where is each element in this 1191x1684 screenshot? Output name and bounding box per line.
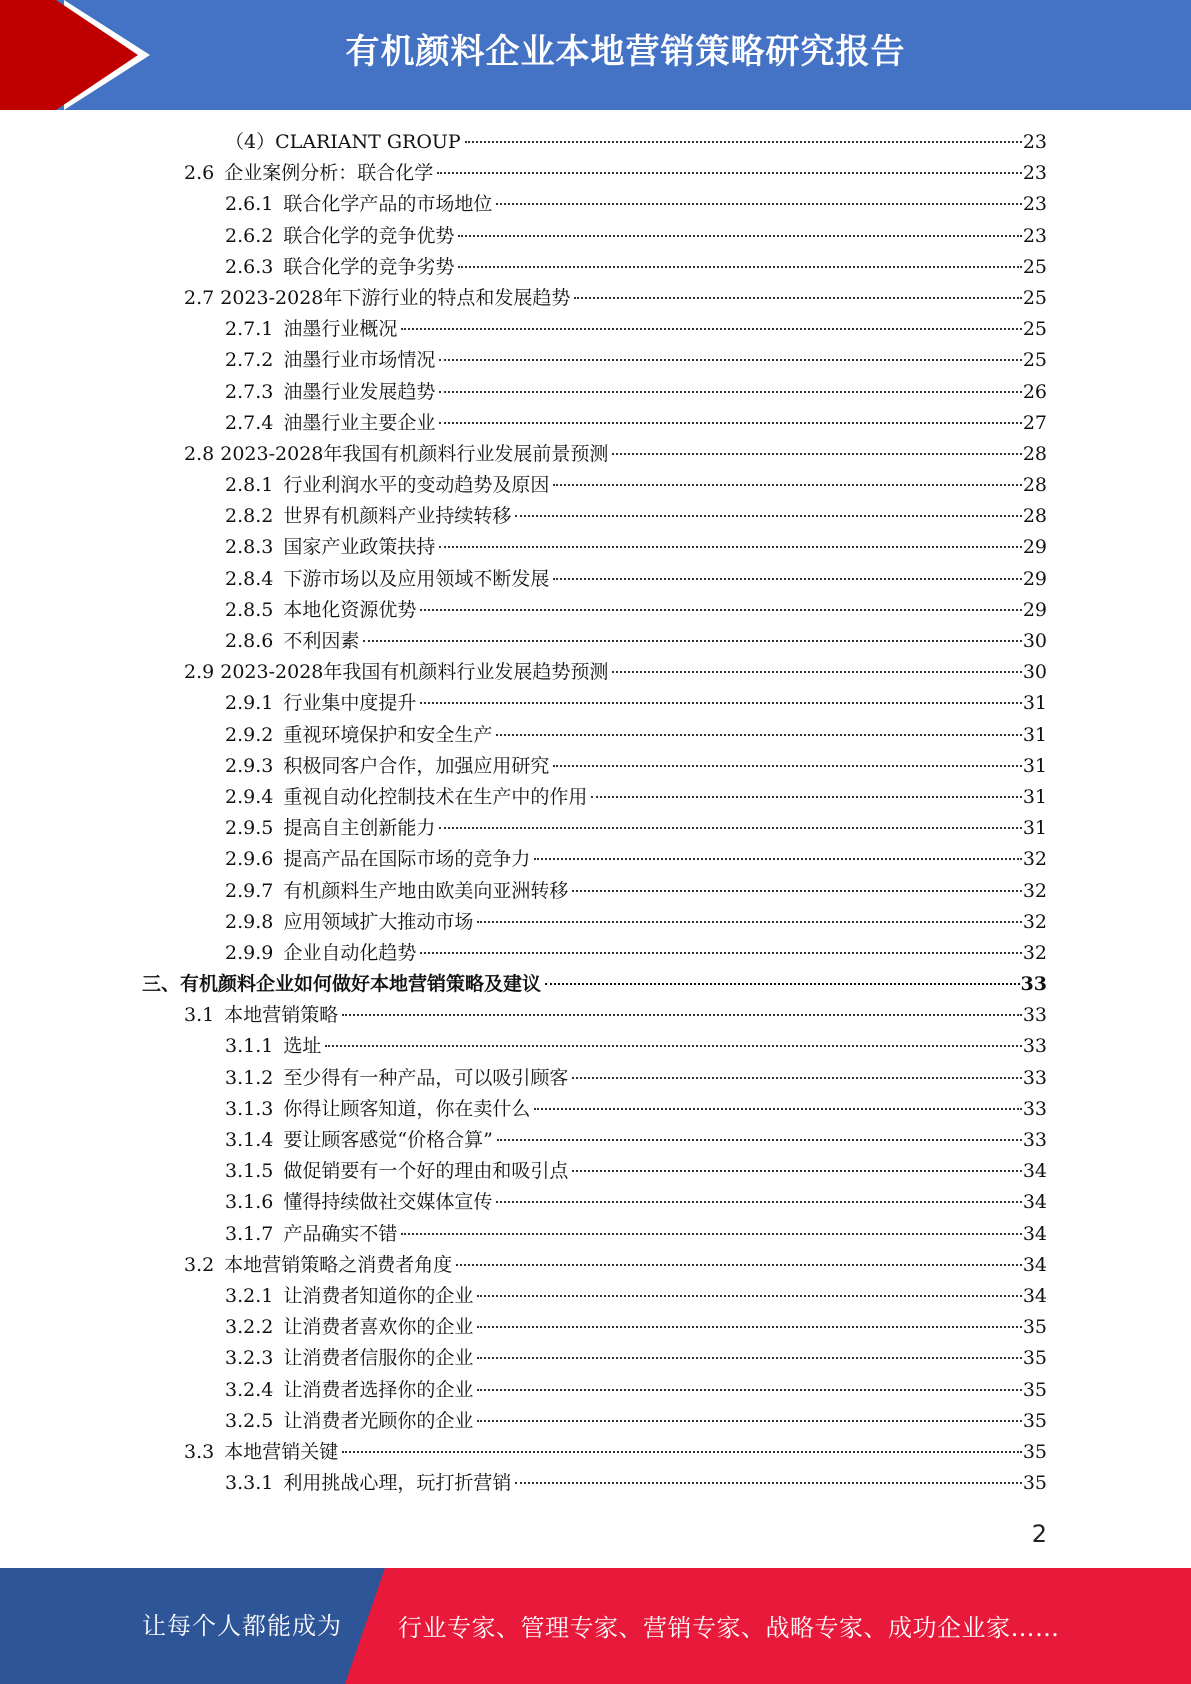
toc-entry-number: 3.3 xyxy=(184,1440,215,1463)
toc-entry-page: 35 xyxy=(1022,1472,1047,1495)
toc-entry-number: 3.1 xyxy=(184,1004,215,1027)
toc-dot-leader xyxy=(553,484,1021,486)
toc-entry-number: 2.7.4 xyxy=(225,411,274,434)
toc-entry-title: 要让顾客感觉“价格合算” xyxy=(283,1129,493,1151)
toc-dot-leader xyxy=(325,1045,1021,1047)
toc-entry-title: 世界有机颜料产业持续转移 xyxy=(283,505,512,528)
toc-entry-page: 33 xyxy=(1022,1097,1047,1120)
page-number: 2 xyxy=(1031,1520,1047,1548)
toc-dot-leader xyxy=(612,671,1021,673)
toc-dot-leader xyxy=(439,422,1021,424)
toc-dot-leader xyxy=(612,453,1021,455)
toc-entry[interactable] xyxy=(0,439,1191,470)
toc-entry[interactable] xyxy=(0,564,1191,595)
toc-dot-leader xyxy=(553,765,1021,767)
toc-entry-page: 31 xyxy=(1022,754,1047,777)
toc-entry-title: 联合化学产品的市场地位 xyxy=(283,193,493,216)
toc-entry[interactable] xyxy=(0,688,1191,719)
toc-entry-page: 35 xyxy=(1022,1440,1047,1463)
toc-entry-title: 利用挑战心理，玩打折营销 xyxy=(283,1472,512,1495)
toc-entry-title: 本地营销策略 xyxy=(224,1004,339,1027)
toc-entry-title: 至少得有一种产品，可以吸引顾客 xyxy=(283,1066,569,1089)
toc-entry-title: 联合化学的竞争劣势 xyxy=(283,255,455,278)
toc-entry-page: 31 xyxy=(1022,692,1047,715)
toc-entry-number: 3.2 xyxy=(184,1253,215,1276)
toc-entry-title: 年我国有机颜料行业发展趋势预测 xyxy=(323,661,609,684)
toc-dot-leader xyxy=(401,328,1021,330)
toc-entry[interactable] xyxy=(0,782,1191,813)
toc-entry-page: 23 xyxy=(1022,224,1047,247)
toc-entry-number: 3.1.5 xyxy=(225,1160,274,1183)
toc-entry-number: 2.8.6 xyxy=(225,630,274,652)
toc-dot-leader xyxy=(420,952,1021,954)
footer-slogan-left: 让每个人都能成为 xyxy=(142,1612,342,1640)
toc-dot-leader xyxy=(477,1389,1021,1391)
toc-dot-leader xyxy=(465,141,1022,143)
toc-entry-page: 25 xyxy=(1022,318,1047,341)
toc-entry-number: 3.2.5 xyxy=(225,1409,274,1432)
toc-dot-leader xyxy=(342,1451,1022,1453)
toc-dot-leader xyxy=(477,1420,1021,1422)
toc-entry[interactable] xyxy=(0,1000,1191,1031)
toc-entry-number: 2.9.6 xyxy=(225,848,274,871)
toc-entry-page: 28 xyxy=(1022,505,1047,528)
toc-entry-page: 26 xyxy=(1022,380,1047,403)
toc-entry-number: 2.6 xyxy=(184,162,215,185)
toc-entry-title: 行业利润水平的变动趋势及原因 xyxy=(283,474,550,497)
toc-entry-title: 提高产品在国际市场的竞争力 xyxy=(283,848,531,871)
toc-dot-leader xyxy=(439,391,1021,393)
toc-entry-title: 让消费者光顾你的企业 xyxy=(283,1409,474,1432)
toc-dot-leader xyxy=(553,578,1021,580)
toc-entry-title: 有机颜料企业如何做好本地营销策略及建议 xyxy=(180,973,542,996)
toc-entry-title: 提高自主创新能力 xyxy=(283,817,436,840)
toc-entry-number: 2.8.2 xyxy=(225,505,274,528)
toc-entry-page: 33 xyxy=(1022,1129,1047,1151)
toc-entry-title: 油墨行业主要企业 xyxy=(283,411,436,434)
toc-entry-page: 23 xyxy=(1022,162,1047,185)
toc-entry-title: 本地化资源优势 xyxy=(283,598,417,621)
toc-entry[interactable] xyxy=(0,844,1191,875)
toc-entry-page: 29 xyxy=(1022,567,1047,590)
toc-entry-number: 2.8 2023-2028 xyxy=(184,442,324,465)
toc-dot-leader xyxy=(458,235,1021,237)
toc-entry[interactable] xyxy=(0,1312,1191,1343)
toc-entry-title: 年下游行业的特点和发展趋势 xyxy=(323,286,571,309)
chevron-decoration-red xyxy=(56,0,138,110)
toc-entry-title: 做促销要有一个好的理由和吸引点 xyxy=(283,1160,569,1183)
toc-entry-number: 2.9.7 xyxy=(225,879,274,902)
toc-entry-title: 选址 xyxy=(283,1035,322,1058)
toc-entry-number: 3.1.3 xyxy=(225,1097,274,1120)
toc-dot-leader xyxy=(420,609,1021,611)
toc-entry-number: 3.2.2 xyxy=(225,1316,274,1339)
toc-entry-number: 3.3.1 xyxy=(225,1472,274,1495)
toc-dot-leader xyxy=(439,546,1021,548)
toc-entry[interactable] xyxy=(0,1156,1191,1187)
toc-entry[interactable] xyxy=(0,345,1191,376)
toc-entry-number: 三、 xyxy=(142,973,181,996)
toc-entry-number: 2.7 2023-2028 xyxy=(184,286,324,309)
toc-entry-title: 联合化学的竞争优势 xyxy=(283,224,455,247)
toc-entry[interactable] xyxy=(0,1094,1191,1125)
toc-entry[interactable] xyxy=(0,1031,1191,1062)
toc-entry-title: 让消费者选择你的企业 xyxy=(283,1378,474,1401)
toc-entry[interactable] xyxy=(0,938,1191,969)
toc-entry[interactable] xyxy=(0,1219,1191,1250)
toc-entry-number: 2.9.5 xyxy=(225,817,274,840)
toc-entry-number: （4） xyxy=(225,131,276,153)
toc-entry-page: 28 xyxy=(1022,442,1047,465)
toc-entry-title: CLARIANT GROUP xyxy=(275,131,461,153)
toc-dot-leader xyxy=(515,515,1021,517)
toc-dot-leader xyxy=(437,172,1022,174)
toc-entry-title: 年我国有机颜料行业发展前景预测 xyxy=(323,442,609,465)
toc-entry[interactable] xyxy=(0,657,1191,688)
toc-entry-title: 下游市场以及应用领域不断发展 xyxy=(283,567,550,590)
toc-entry-title: 应用领域扩大推动市场 xyxy=(283,910,474,933)
toc-dot-leader xyxy=(496,203,1021,205)
toc-dot-leader xyxy=(477,921,1021,923)
toc-entry-page: 33 xyxy=(1022,1035,1047,1058)
toc-entry-page: 34 xyxy=(1022,1253,1047,1276)
toc-entry-number: 2.9.1 xyxy=(225,692,274,715)
toc-entry-number: 2.8.3 xyxy=(225,536,274,559)
toc-entry[interactable] xyxy=(0,377,1191,408)
toc-dot-leader xyxy=(477,1357,1021,1359)
toc-entry-number: 2.7.2 xyxy=(225,349,274,372)
toc-entry-title: 你得让顾客知道，你在卖什么 xyxy=(283,1097,531,1120)
toc-entry-page: 25 xyxy=(1022,349,1047,372)
toc-entry-number: 2.6.2 xyxy=(225,224,274,247)
toc-entry[interactable] xyxy=(0,189,1191,220)
toc-dot-leader xyxy=(477,1295,1021,1297)
table-of-contents xyxy=(0,127,1191,1499)
toc-entry-number: 2.7.1 xyxy=(225,318,274,341)
toc-entry[interactable] xyxy=(0,1125,1191,1156)
toc-entry-number: 2.6.3 xyxy=(225,255,274,278)
toc-entry-number: 3.1.7 xyxy=(225,1222,274,1245)
toc-entry-page: 25 xyxy=(1022,286,1047,309)
toc-entry-number: 3.2.1 xyxy=(225,1284,274,1307)
toc-entry-number: 2.8.5 xyxy=(225,598,274,621)
toc-entry-page: 33 xyxy=(1022,1066,1047,1089)
toc-entry[interactable] xyxy=(0,408,1191,439)
red-block-decoration xyxy=(0,0,56,110)
toc-entry-page: 31 xyxy=(1022,723,1047,746)
toc-entry[interactable] xyxy=(0,1406,1191,1437)
toc-entry-page: 29 xyxy=(1022,536,1047,559)
toc-entry[interactable] xyxy=(0,813,1191,844)
toc-entry-page: 23 xyxy=(1022,131,1047,153)
toc-dot-leader xyxy=(496,1201,1021,1203)
toc-entry[interactable] xyxy=(0,1250,1191,1281)
toc-entry-page: 23 xyxy=(1022,193,1047,216)
toc-entry-page: 30 xyxy=(1022,661,1047,684)
footer-slogan-right: 行业专家、管理专家、营销专家、战略专家、成功企业家…… xyxy=(398,1614,1060,1642)
toc-entry[interactable] xyxy=(0,127,1191,158)
toc-entry[interactable] xyxy=(0,1187,1191,1218)
toc-entry[interactable] xyxy=(0,532,1191,563)
toc-entry[interactable] xyxy=(0,314,1191,345)
toc-entry-title: 积极同客户合作，加强应用研究 xyxy=(283,754,550,777)
toc-entry-title: 国家产业政策扶持 xyxy=(283,536,436,559)
page-title: 有机颜料企业本地营销策略研究报告 xyxy=(345,32,906,72)
toc-entry-title: 产品确实不错 xyxy=(283,1222,398,1245)
toc-entry-title: 行业集中度提升 xyxy=(283,692,417,715)
toc-dot-leader xyxy=(572,1077,1021,1079)
toc-entry[interactable] xyxy=(0,969,1191,1000)
toc-entry-number: 2.9.4 xyxy=(225,785,274,808)
toc-entry-title: 不利因素 xyxy=(283,630,360,652)
toc-dot-leader xyxy=(456,1264,1022,1266)
toc-entry-title: 让消费者知道你的企业 xyxy=(283,1284,474,1307)
toc-entry-title: 本地营销关键 xyxy=(224,1440,339,1463)
toc-entry-page: 34 xyxy=(1022,1222,1047,1245)
toc-entry-number: 3.1.1 xyxy=(225,1035,274,1058)
toc-entry[interactable] xyxy=(0,1437,1191,1468)
toc-entry-title: 本地营销策略之消费者角度 xyxy=(224,1253,453,1276)
toc-entry-title: 重视环境保护和安全生产 xyxy=(283,723,493,746)
toc-dot-leader xyxy=(534,858,1021,860)
header-banner xyxy=(0,0,1191,110)
toc-entry-page: 31 xyxy=(1022,817,1047,840)
toc-entry-page: 34 xyxy=(1022,1191,1047,1214)
toc-entry-page: 32 xyxy=(1022,848,1047,871)
toc-dot-leader xyxy=(342,1014,1022,1016)
toc-entry-page: 33 xyxy=(1022,1004,1047,1027)
toc-entry-title: 企业案例分析：联合化学 xyxy=(224,162,434,185)
toc-entry-title: 油墨行业市场情况 xyxy=(283,349,436,372)
toc-entry[interactable] xyxy=(0,1343,1191,1374)
toc-entry-number: 2.9.2 xyxy=(225,723,274,746)
toc-entry-page: 33 xyxy=(1020,973,1047,996)
toc-dot-leader xyxy=(574,297,1021,299)
toc-entry-number: 2.9.3 xyxy=(225,754,274,777)
toc-entry-number: 2.8.4 xyxy=(225,567,274,590)
toc-entry-number: 3.1.6 xyxy=(225,1191,274,1214)
toc-dot-leader xyxy=(591,796,1021,798)
toc-entry-title: 让消费者信服你的企业 xyxy=(283,1347,474,1370)
toc-entry-title: 有机颜料生产地由欧美向亚洲转移 xyxy=(283,879,569,902)
toc-entry[interactable] xyxy=(0,1375,1191,1406)
toc-entry-page: 28 xyxy=(1022,474,1047,497)
toc-dot-leader xyxy=(496,734,1021,736)
toc-entry-number: 2.9 2023-2028 xyxy=(184,661,324,684)
toc-entry[interactable] xyxy=(0,501,1191,532)
toc-entry-page: 27 xyxy=(1022,411,1047,434)
toc-entry[interactable] xyxy=(0,1063,1191,1094)
toc-entry-page: 35 xyxy=(1022,1316,1047,1339)
toc-entry[interactable] xyxy=(0,252,1191,283)
toc-entry-title: 重视自动化控制技术在生产中的作用 xyxy=(283,785,588,808)
toc-entry[interactable] xyxy=(0,470,1191,501)
toc-entry-page: 34 xyxy=(1022,1284,1047,1307)
toc-entry-number: 2.7.3 xyxy=(225,380,274,403)
toc-entry-number: 3.2.4 xyxy=(225,1378,274,1401)
toc-entry-page: 34 xyxy=(1022,1160,1047,1183)
toc-entry[interactable] xyxy=(0,751,1191,782)
toc-entry-title: 油墨行业发展趋势 xyxy=(283,380,436,403)
toc-entry[interactable] xyxy=(0,1281,1191,1312)
toc-entry-page: 30 xyxy=(1022,630,1047,652)
toc-dot-leader xyxy=(545,983,1020,985)
toc-entry[interactable] xyxy=(0,158,1191,189)
toc-entry[interactable] xyxy=(0,720,1191,751)
toc-entry[interactable] xyxy=(0,907,1191,938)
toc-entry[interactable] xyxy=(0,221,1191,252)
toc-entry[interactable] xyxy=(0,876,1191,907)
toc-dot-leader xyxy=(439,827,1021,829)
toc-dot-leader xyxy=(439,359,1021,361)
toc-entry-page: 32 xyxy=(1022,941,1047,964)
toc-dot-leader xyxy=(477,1326,1021,1328)
toc-entry-page: 25 xyxy=(1022,255,1047,278)
toc-entry-page: 35 xyxy=(1022,1378,1047,1401)
toc-entry-number: 2.8.1 xyxy=(225,474,274,497)
toc-entry-page: 32 xyxy=(1022,879,1047,902)
toc-entry-title: 企业自动化趋势 xyxy=(283,941,417,964)
toc-dot-leader xyxy=(363,640,1021,642)
toc-dot-leader xyxy=(572,890,1021,892)
toc-entry-title: 懂得持续做社交媒体宣传 xyxy=(283,1191,493,1214)
toc-entry-page: 32 xyxy=(1022,910,1047,933)
toc-dot-leader xyxy=(572,1170,1021,1172)
toc-entry-title: 让消费者喜欢你的企业 xyxy=(283,1316,474,1339)
toc-entry[interactable] xyxy=(0,595,1191,626)
footer-banner xyxy=(0,1568,1191,1684)
toc-entry-page: 35 xyxy=(1022,1409,1047,1432)
toc-entry-number: 2.9.8 xyxy=(225,910,274,933)
toc-entry-page: 35 xyxy=(1022,1347,1047,1370)
toc-dot-leader xyxy=(534,1108,1021,1110)
toc-dot-leader xyxy=(401,1233,1021,1235)
toc-entry-page: 29 xyxy=(1022,598,1047,621)
toc-entry-number: 3.1.4 xyxy=(225,1129,274,1151)
toc-entry-page: 31 xyxy=(1022,785,1047,808)
toc-entry-number: 3.2.3 xyxy=(225,1347,274,1370)
toc-entry-number: 2.6.1 xyxy=(225,193,274,216)
toc-dot-leader xyxy=(458,266,1021,268)
toc-entry[interactable] xyxy=(0,1468,1191,1499)
toc-dot-leader xyxy=(497,1139,1022,1141)
toc-entry-title: 油墨行业概况 xyxy=(283,318,398,341)
toc-entry[interactable] xyxy=(0,283,1191,314)
toc-entry-number: 2.9.9 xyxy=(225,941,274,964)
toc-entry[interactable] xyxy=(0,626,1191,657)
toc-dot-leader xyxy=(420,702,1021,704)
toc-dot-leader xyxy=(515,1482,1021,1484)
toc-entry-number: 3.1.2 xyxy=(225,1066,274,1089)
